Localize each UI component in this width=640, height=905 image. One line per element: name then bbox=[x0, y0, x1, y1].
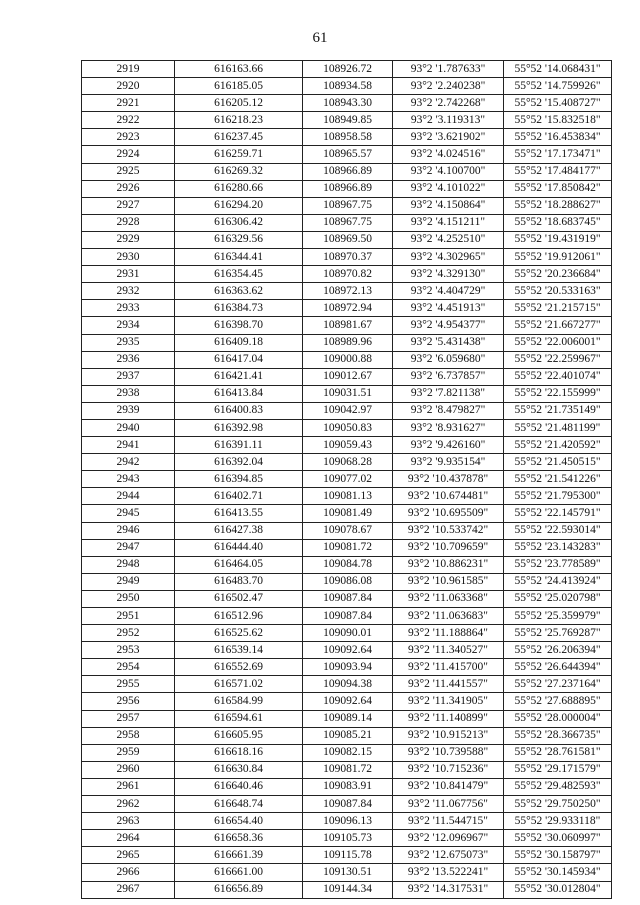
latitude-cell: 55°52 '29.171579" bbox=[504, 761, 612, 778]
latitude-cell: 55°52 '21.420592" bbox=[504, 437, 612, 454]
point-number-cell: 2965 bbox=[82, 847, 175, 864]
point-number-cell: 2963 bbox=[82, 813, 175, 830]
x-coordinate-cell: 616205.12 bbox=[175, 95, 303, 112]
table-row bbox=[82, 368, 612, 385]
latitude-cell: 55°52 '22.006001" bbox=[504, 334, 612, 351]
latitude-cell: 55°52 '19.431919" bbox=[504, 231, 612, 248]
table-row bbox=[82, 283, 612, 300]
x-coordinate-cell: 616218.23 bbox=[175, 112, 303, 129]
latitude-cell: 55°52 '25.769287" bbox=[504, 625, 612, 642]
y-coordinate-cell: 108926.72 bbox=[303, 61, 393, 78]
y-coordinate-cell: 108969.50 bbox=[303, 231, 393, 248]
latitude-cell: 55°52 '21.215715" bbox=[504, 300, 612, 317]
table-row bbox=[82, 214, 612, 231]
x-coordinate-cell: 616427.38 bbox=[175, 522, 303, 539]
y-coordinate-cell: 109042.97 bbox=[303, 402, 393, 419]
latitude-cell: 55°52 '28.761581" bbox=[504, 744, 612, 761]
longitude-cell: 93°2 '4.150864" bbox=[393, 197, 504, 214]
longitude-cell: 93°2 '4.329130" bbox=[393, 266, 504, 283]
longitude-cell: 93°2 '11.063683" bbox=[393, 608, 504, 625]
latitude-cell: 55°52 '28.366735" bbox=[504, 727, 612, 744]
longitude-cell: 93°2 '3.621902" bbox=[393, 129, 504, 146]
x-coordinate-cell: 616400.83 bbox=[175, 402, 303, 419]
longitude-cell: 93°2 '10.961585" bbox=[393, 573, 504, 590]
longitude-cell: 93°2 '8.931627" bbox=[393, 419, 504, 436]
y-coordinate-cell: 108943.30 bbox=[303, 95, 393, 112]
point-number-cell: 2940 bbox=[82, 419, 175, 436]
latitude-cell: 55°52 '18.683745" bbox=[504, 214, 612, 231]
table-row bbox=[82, 402, 612, 419]
point-number-cell: 2954 bbox=[82, 659, 175, 676]
longitude-cell: 93°2 '10.841479" bbox=[393, 778, 504, 795]
longitude-cell: 93°2 '4.954377" bbox=[393, 317, 504, 334]
y-coordinate-cell: 109031.51 bbox=[303, 385, 393, 402]
x-coordinate-cell: 616421.41 bbox=[175, 368, 303, 385]
table-row bbox=[82, 419, 612, 436]
x-coordinate-cell: 616402.71 bbox=[175, 488, 303, 505]
table-row bbox=[82, 573, 612, 590]
y-coordinate-cell: 109081.49 bbox=[303, 505, 393, 522]
table-row bbox=[82, 505, 612, 522]
point-number-cell: 2955 bbox=[82, 676, 175, 693]
x-coordinate-cell: 616384.73 bbox=[175, 300, 303, 317]
longitude-cell: 93°2 '10.915213" bbox=[393, 727, 504, 744]
latitude-cell: 55°52 '25.359979" bbox=[504, 608, 612, 625]
longitude-cell: 93°2 '8.479827" bbox=[393, 402, 504, 419]
latitude-cell: 55°52 '17.484177" bbox=[504, 163, 612, 180]
longitude-cell: 93°2 '4.252510" bbox=[393, 231, 504, 248]
y-coordinate-cell: 109089.14 bbox=[303, 710, 393, 727]
point-number-cell: 2942 bbox=[82, 454, 175, 471]
longitude-cell: 93°2 '10.533742" bbox=[393, 522, 504, 539]
latitude-cell: 55°52 '14.068431" bbox=[504, 61, 612, 78]
y-coordinate-cell: 108972.94 bbox=[303, 300, 393, 317]
point-number-cell: 2959 bbox=[82, 744, 175, 761]
table-row bbox=[82, 744, 612, 761]
coordinates-table bbox=[81, 60, 612, 899]
y-coordinate-cell: 109068.28 bbox=[303, 454, 393, 471]
x-coordinate-cell: 616417.04 bbox=[175, 351, 303, 368]
longitude-cell: 93°2 '10.709659" bbox=[393, 539, 504, 556]
longitude-cell: 93°2 '4.404729" bbox=[393, 283, 504, 300]
latitude-cell: 55°52 '16.453834" bbox=[504, 129, 612, 146]
y-coordinate-cell: 109081.13 bbox=[303, 488, 393, 505]
x-coordinate-cell: 616483.70 bbox=[175, 573, 303, 590]
point-number-cell: 2937 bbox=[82, 368, 175, 385]
y-coordinate-cell: 108965.57 bbox=[303, 146, 393, 163]
table-row bbox=[82, 471, 612, 488]
table-row bbox=[82, 78, 612, 95]
latitude-cell: 55°52 '22.155999" bbox=[504, 385, 612, 402]
y-coordinate-cell: 109090.01 bbox=[303, 625, 393, 642]
latitude-cell: 55°52 '21.481199" bbox=[504, 419, 612, 436]
x-coordinate-cell: 616661.00 bbox=[175, 864, 303, 881]
y-coordinate-cell: 109144.34 bbox=[303, 881, 393, 898]
point-number-cell: 2966 bbox=[82, 864, 175, 881]
x-coordinate-cell: 616654.40 bbox=[175, 813, 303, 830]
latitude-cell: 55°52 '20.533163" bbox=[504, 283, 612, 300]
y-coordinate-cell: 109083.91 bbox=[303, 778, 393, 795]
latitude-cell: 55°52 '29.750250" bbox=[504, 796, 612, 813]
longitude-cell: 93°2 '5.431438" bbox=[393, 334, 504, 351]
y-coordinate-cell: 109130.51 bbox=[303, 864, 393, 881]
longitude-cell: 93°2 '11.067756" bbox=[393, 796, 504, 813]
x-coordinate-cell: 616306.42 bbox=[175, 214, 303, 231]
latitude-cell: 55°52 '29.933118" bbox=[504, 813, 612, 830]
table-row bbox=[82, 197, 612, 214]
y-coordinate-cell: 108972.13 bbox=[303, 283, 393, 300]
y-coordinate-cell: 108966.89 bbox=[303, 163, 393, 180]
latitude-cell: 55°52 '14.759926" bbox=[504, 78, 612, 95]
y-coordinate-cell: 109059.43 bbox=[303, 437, 393, 454]
point-number-cell: 2933 bbox=[82, 300, 175, 317]
longitude-cell: 93°2 '6.059680" bbox=[393, 351, 504, 368]
point-number-cell: 2934 bbox=[82, 317, 175, 334]
x-coordinate-cell: 616413.55 bbox=[175, 505, 303, 522]
y-coordinate-cell: 109086.08 bbox=[303, 573, 393, 590]
y-coordinate-cell: 108970.82 bbox=[303, 266, 393, 283]
y-coordinate-cell: 109087.84 bbox=[303, 590, 393, 607]
latitude-cell: 55°52 '15.832518" bbox=[504, 112, 612, 129]
point-number-cell: 2931 bbox=[82, 266, 175, 283]
point-number-cell: 2956 bbox=[82, 693, 175, 710]
longitude-cell: 93°2 '10.886231" bbox=[393, 556, 504, 573]
table-row bbox=[82, 761, 612, 778]
y-coordinate-cell: 108970.37 bbox=[303, 249, 393, 266]
longitude-cell: 93°2 '4.100700" bbox=[393, 163, 504, 180]
x-coordinate-cell: 616584.99 bbox=[175, 693, 303, 710]
x-coordinate-cell: 616525.62 bbox=[175, 625, 303, 642]
longitude-cell: 93°2 '4.451913" bbox=[393, 300, 504, 317]
latitude-cell: 55°52 '23.778589" bbox=[504, 556, 612, 573]
longitude-cell: 93°2 '10.695509" bbox=[393, 505, 504, 522]
point-number-cell: 2962 bbox=[82, 796, 175, 813]
latitude-cell: 55°52 '27.237164" bbox=[504, 676, 612, 693]
y-coordinate-cell: 108966.89 bbox=[303, 180, 393, 197]
point-number-cell: 2923 bbox=[82, 129, 175, 146]
point-number-cell: 2922 bbox=[82, 112, 175, 129]
table-row bbox=[82, 163, 612, 180]
x-coordinate-cell: 616464.05 bbox=[175, 556, 303, 573]
x-coordinate-cell: 616409.18 bbox=[175, 334, 303, 351]
longitude-cell: 93°2 '10.674481" bbox=[393, 488, 504, 505]
longitude-cell: 93°2 '4.302965" bbox=[393, 249, 504, 266]
point-number-cell: 2946 bbox=[82, 522, 175, 539]
longitude-cell: 93°2 '6.737857" bbox=[393, 368, 504, 385]
table-row bbox=[82, 590, 612, 607]
longitude-cell: 93°2 '11.140899" bbox=[393, 710, 504, 727]
latitude-cell: 55°52 '17.173471" bbox=[504, 146, 612, 163]
table-row bbox=[82, 642, 612, 659]
page-number: 61 bbox=[312, 30, 328, 46]
x-coordinate-cell: 616363.62 bbox=[175, 283, 303, 300]
x-coordinate-cell: 616444.40 bbox=[175, 539, 303, 556]
table-row bbox=[82, 95, 612, 112]
y-coordinate-cell: 109082.15 bbox=[303, 744, 393, 761]
table-row bbox=[82, 608, 612, 625]
longitude-cell: 93°2 '12.675073" bbox=[393, 847, 504, 864]
latitude-cell: 55°52 '20.236684" bbox=[504, 266, 612, 283]
table-row bbox=[82, 300, 612, 317]
x-coordinate-cell: 616185.05 bbox=[175, 78, 303, 95]
longitude-cell: 93°2 '11.188864" bbox=[393, 625, 504, 642]
x-coordinate-cell: 616344.41 bbox=[175, 249, 303, 266]
latitude-cell: 55°52 '22.145791" bbox=[504, 505, 612, 522]
longitude-cell: 93°2 '2.240238" bbox=[393, 78, 504, 95]
table-row bbox=[82, 266, 612, 283]
point-number-cell: 2941 bbox=[82, 437, 175, 454]
latitude-cell: 55°52 '21.795300" bbox=[504, 488, 612, 505]
point-number-cell: 2958 bbox=[82, 727, 175, 744]
longitude-cell: 93°2 '11.441557" bbox=[393, 676, 504, 693]
x-coordinate-cell: 616656.89 bbox=[175, 881, 303, 898]
y-coordinate-cell: 108989.96 bbox=[303, 334, 393, 351]
table-row bbox=[82, 881, 612, 898]
y-coordinate-cell: 109078.67 bbox=[303, 522, 393, 539]
longitude-cell: 93°2 '12.096967" bbox=[393, 830, 504, 847]
table-row bbox=[82, 847, 612, 864]
y-coordinate-cell: 109081.72 bbox=[303, 761, 393, 778]
table-row bbox=[82, 778, 612, 795]
point-number-cell: 2950 bbox=[82, 590, 175, 607]
latitude-cell: 55°52 '29.482593" bbox=[504, 778, 612, 795]
x-coordinate-cell: 616280.66 bbox=[175, 180, 303, 197]
x-coordinate-cell: 616392.04 bbox=[175, 454, 303, 471]
point-number-cell: 2944 bbox=[82, 488, 175, 505]
point-number-cell: 2938 bbox=[82, 385, 175, 402]
longitude-cell: 93°2 '4.101022" bbox=[393, 180, 504, 197]
table-row bbox=[82, 693, 612, 710]
x-coordinate-cell: 616269.32 bbox=[175, 163, 303, 180]
y-coordinate-cell: 108967.75 bbox=[303, 214, 393, 231]
table-row bbox=[82, 112, 612, 129]
longitude-cell: 93°2 '13.522241" bbox=[393, 864, 504, 881]
latitude-cell: 55°52 '21.735149" bbox=[504, 402, 612, 419]
latitude-cell: 55°52 '22.593014" bbox=[504, 522, 612, 539]
y-coordinate-cell: 109087.84 bbox=[303, 608, 393, 625]
point-number-cell: 2928 bbox=[82, 214, 175, 231]
x-coordinate-cell: 616661.39 bbox=[175, 847, 303, 864]
x-coordinate-cell: 616605.95 bbox=[175, 727, 303, 744]
point-number-cell: 2961 bbox=[82, 778, 175, 795]
latitude-cell: 55°52 '22.259967" bbox=[504, 351, 612, 368]
y-coordinate-cell: 109094.38 bbox=[303, 676, 393, 693]
table-row bbox=[82, 522, 612, 539]
latitude-cell: 55°52 '22.401074" bbox=[504, 368, 612, 385]
latitude-cell: 55°52 '27.688895" bbox=[504, 693, 612, 710]
x-coordinate-cell: 616391.11 bbox=[175, 437, 303, 454]
x-coordinate-cell: 616618.16 bbox=[175, 744, 303, 761]
point-number-cell: 2924 bbox=[82, 146, 175, 163]
latitude-cell: 55°52 '26.644394" bbox=[504, 659, 612, 676]
y-coordinate-cell: 109093.94 bbox=[303, 659, 393, 676]
y-coordinate-cell: 109087.84 bbox=[303, 796, 393, 813]
y-coordinate-cell: 108958.58 bbox=[303, 129, 393, 146]
latitude-cell: 55°52 '24.413924" bbox=[504, 573, 612, 590]
table-row bbox=[82, 830, 612, 847]
latitude-cell: 55°52 '21.541226" bbox=[504, 471, 612, 488]
table-row bbox=[82, 129, 612, 146]
latitude-cell: 55°52 '17.850842" bbox=[504, 180, 612, 197]
table-row bbox=[82, 180, 612, 197]
x-coordinate-cell: 616502.47 bbox=[175, 590, 303, 607]
longitude-cell: 93°2 '9.426160" bbox=[393, 437, 504, 454]
table-row bbox=[82, 351, 612, 368]
point-number-cell: 2952 bbox=[82, 625, 175, 642]
table-row bbox=[82, 727, 612, 744]
y-coordinate-cell: 109105.73 bbox=[303, 830, 393, 847]
y-coordinate-cell: 109012.67 bbox=[303, 368, 393, 385]
x-coordinate-cell: 616552.69 bbox=[175, 659, 303, 676]
point-number-cell: 2921 bbox=[82, 95, 175, 112]
y-coordinate-cell: 108967.75 bbox=[303, 197, 393, 214]
point-number-cell: 2929 bbox=[82, 231, 175, 248]
x-coordinate-cell: 616237.45 bbox=[175, 129, 303, 146]
longitude-cell: 93°2 '2.742268" bbox=[393, 95, 504, 112]
longitude-cell: 93°2 '11.415700" bbox=[393, 659, 504, 676]
latitude-cell: 55°52 '23.143283" bbox=[504, 539, 612, 556]
latitude-cell: 55°52 '28.000004" bbox=[504, 710, 612, 727]
x-coordinate-cell: 616539.14 bbox=[175, 642, 303, 659]
longitude-cell: 93°2 '7.821138" bbox=[393, 385, 504, 402]
coordinates-table-body bbox=[82, 61, 612, 899]
y-coordinate-cell: 109000.88 bbox=[303, 351, 393, 368]
longitude-cell: 93°2 '9.935154" bbox=[393, 454, 504, 471]
point-number-cell: 2926 bbox=[82, 180, 175, 197]
table-row bbox=[82, 556, 612, 573]
point-number-cell: 2925 bbox=[82, 163, 175, 180]
latitude-cell: 55°52 '30.012804" bbox=[504, 881, 612, 898]
longitude-cell: 93°2 '10.437878" bbox=[393, 471, 504, 488]
y-coordinate-cell: 109050.83 bbox=[303, 419, 393, 436]
point-number-cell: 2948 bbox=[82, 556, 175, 573]
y-coordinate-cell: 109092.64 bbox=[303, 693, 393, 710]
longitude-cell: 93°2 '4.024516" bbox=[393, 146, 504, 163]
point-number-cell: 2919 bbox=[82, 61, 175, 78]
table-row bbox=[82, 864, 612, 881]
table-row bbox=[82, 437, 612, 454]
latitude-cell: 55°52 '25.020798" bbox=[504, 590, 612, 607]
table-row bbox=[82, 488, 612, 505]
y-coordinate-cell: 109084.78 bbox=[303, 556, 393, 573]
point-number-cell: 2964 bbox=[82, 830, 175, 847]
x-coordinate-cell: 616648.74 bbox=[175, 796, 303, 813]
latitude-cell: 55°52 '19.912061" bbox=[504, 249, 612, 266]
table-row bbox=[82, 454, 612, 471]
table-row bbox=[82, 249, 612, 266]
point-number-cell: 2949 bbox=[82, 573, 175, 590]
table-row bbox=[82, 317, 612, 334]
table-row bbox=[82, 659, 612, 676]
x-coordinate-cell: 616413.84 bbox=[175, 385, 303, 402]
point-number-cell: 2967 bbox=[82, 881, 175, 898]
table-row bbox=[82, 334, 612, 351]
point-number-cell: 2943 bbox=[82, 471, 175, 488]
table-row bbox=[82, 796, 612, 813]
x-coordinate-cell: 616571.02 bbox=[175, 676, 303, 693]
x-coordinate-cell: 616354.45 bbox=[175, 266, 303, 283]
table-row bbox=[82, 625, 612, 642]
longitude-cell: 93°2 '11.341905" bbox=[393, 693, 504, 710]
longitude-cell: 93°2 '1.787633" bbox=[393, 61, 504, 78]
longitude-cell: 93°2 '3.119313" bbox=[393, 112, 504, 129]
table-row bbox=[82, 231, 612, 248]
x-coordinate-cell: 616329.56 bbox=[175, 231, 303, 248]
latitude-cell: 55°52 '21.450515" bbox=[504, 454, 612, 471]
point-number-cell: 2953 bbox=[82, 642, 175, 659]
point-number-cell: 2951 bbox=[82, 608, 175, 625]
point-number-cell: 2945 bbox=[82, 505, 175, 522]
longitude-cell: 93°2 '11.544715" bbox=[393, 813, 504, 830]
point-number-cell: 2930 bbox=[82, 249, 175, 266]
x-coordinate-cell: 616392.98 bbox=[175, 419, 303, 436]
x-coordinate-cell: 616658.36 bbox=[175, 830, 303, 847]
table-row bbox=[82, 539, 612, 556]
latitude-cell: 55°52 '15.408727" bbox=[504, 95, 612, 112]
latitude-cell: 55°52 '18.288627" bbox=[504, 197, 612, 214]
table-row bbox=[82, 146, 612, 163]
latitude-cell: 55°52 '30.060997" bbox=[504, 830, 612, 847]
x-coordinate-cell: 616398.70 bbox=[175, 317, 303, 334]
point-number-cell: 2935 bbox=[82, 334, 175, 351]
y-coordinate-cell: 108949.85 bbox=[303, 112, 393, 129]
y-coordinate-cell: 109081.72 bbox=[303, 539, 393, 556]
x-coordinate-cell: 616163.66 bbox=[175, 61, 303, 78]
x-coordinate-cell: 616640.46 bbox=[175, 778, 303, 795]
y-coordinate-cell: 109077.02 bbox=[303, 471, 393, 488]
point-number-cell: 2932 bbox=[82, 283, 175, 300]
table-row bbox=[82, 61, 612, 78]
point-number-cell: 2947 bbox=[82, 539, 175, 556]
x-coordinate-cell: 616630.84 bbox=[175, 761, 303, 778]
longitude-cell: 93°2 '14.317531" bbox=[393, 881, 504, 898]
x-coordinate-cell: 616512.96 bbox=[175, 608, 303, 625]
latitude-cell: 55°52 '26.206394" bbox=[504, 642, 612, 659]
latitude-cell: 55°52 '30.158797" bbox=[504, 847, 612, 864]
x-coordinate-cell: 616394.85 bbox=[175, 471, 303, 488]
point-number-cell: 2960 bbox=[82, 761, 175, 778]
longitude-cell: 93°2 '11.063368" bbox=[393, 590, 504, 607]
table-row bbox=[82, 710, 612, 727]
latitude-cell: 55°52 '30.145934" bbox=[504, 864, 612, 881]
x-coordinate-cell: 616259.71 bbox=[175, 146, 303, 163]
y-coordinate-cell: 109096.13 bbox=[303, 813, 393, 830]
y-coordinate-cell: 109092.64 bbox=[303, 642, 393, 659]
point-number-cell: 2936 bbox=[82, 351, 175, 368]
point-number-cell: 2927 bbox=[82, 197, 175, 214]
longitude-cell: 93°2 '11.340527" bbox=[393, 642, 504, 659]
point-number-cell: 2957 bbox=[82, 710, 175, 727]
point-number-cell: 2939 bbox=[82, 402, 175, 419]
table-row bbox=[82, 676, 612, 693]
longitude-cell: 93°2 '10.739588" bbox=[393, 744, 504, 761]
longitude-cell: 93°2 '10.715236" bbox=[393, 761, 504, 778]
longitude-cell: 93°2 '4.151211" bbox=[393, 214, 504, 231]
x-coordinate-cell: 616594.61 bbox=[175, 710, 303, 727]
y-coordinate-cell: 109115.78 bbox=[303, 847, 393, 864]
point-number-cell: 2920 bbox=[82, 78, 175, 95]
table-row bbox=[82, 385, 612, 402]
y-coordinate-cell: 109085.21 bbox=[303, 727, 393, 744]
y-coordinate-cell: 108934.58 bbox=[303, 78, 393, 95]
x-coordinate-cell: 616294.20 bbox=[175, 197, 303, 214]
y-coordinate-cell: 108981.67 bbox=[303, 317, 393, 334]
latitude-cell: 55°52 '21.667277" bbox=[504, 317, 612, 334]
table-row bbox=[82, 813, 612, 830]
